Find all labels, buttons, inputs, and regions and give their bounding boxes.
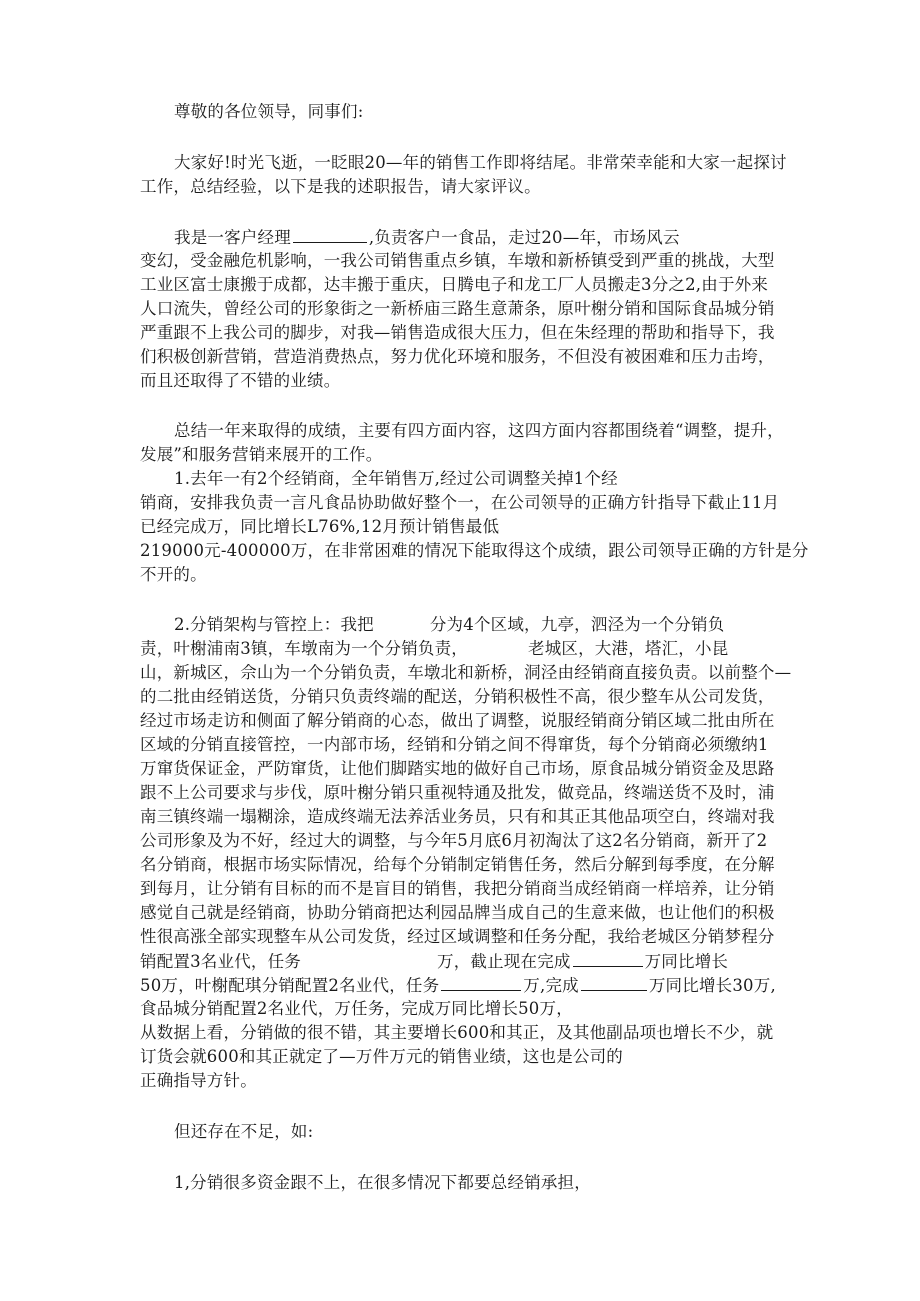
item-2-line: 经过市场走访和侧面了解分销商的心态，做出了调整，说服经销商分销区域二批由所在: [140, 711, 775, 730]
item-2-line: 食品城分销配置2名业代，万任务，完成万同比增长50万，: [140, 999, 573, 1018]
item-2-line: 南三镇终端一塌糊涂，造成终端无法养活业务员，只有和其正其他品项空白，终端对我: [140, 807, 775, 826]
text-run: 老城区，大港，塔汇，小昆: [528, 639, 729, 658]
para-summary-line: 发展”和服务营销来展开的工作。: [140, 445, 383, 464]
para-self-line: 严重跟不上我公司的脚步，对我—销售造成很大压力，但在朱经理的帮助和指导下，我: [140, 323, 775, 342]
item-2-line: 从数据上看，分销做的很不错，其主要增长600和其正，及其他副品项也增长不少，就: [140, 1023, 774, 1042]
para-intro-line: 大家好!时光飞逝，一眨眼20—年的销售工作即将结尾。非常荣幸能和大家一起探讨: [174, 153, 787, 172]
salutation: 尊敬的各位领导，同事们:: [174, 102, 364, 121]
text-run: 责，叶榭浦南3镇，车墩南为一个分销负责，: [140, 639, 468, 658]
para-self-line: 工业区富士康搬于成都，达丰搬于重庆，日腾电子和龙工厂人员搬走3分之2,由于外来: [140, 275, 769, 294]
para-self-line: 而且还取得了不错的业绩。: [140, 371, 341, 390]
text-run: 万同比增长: [644, 952, 729, 971]
fill-in-blank: [573, 950, 643, 967]
text-run: 2.分销架构与管控上：我把: [174, 615, 374, 634]
item-2-line: [140, 638, 728, 660]
item-2-line: 感觉自己就是经销商，协助分销商把达利园品牌当成自己的生意来做，也让他们的积极: [140, 903, 775, 922]
text-run: 万同比增长30万,: [648, 976, 776, 995]
item-2-line: 万窜货保证金，严防窜货，让他们脚踏实地的做好自己市场，原食品城分销资金及思路: [140, 759, 775, 778]
item-1-line: 219000元-400000万，在非常困难的情况下能取得这个成绩，跟公司领导正确的方针是分: [140, 541, 809, 560]
para-summary-line: 总结一年来取得的成绩，主要有四方面内容，这四方面内容都围绕着“调整，提升，: [174, 421, 784, 440]
text-run: 50万，叶榭配琪分销配置2名业代，任务: [140, 976, 440, 995]
item-2-line: [174, 614, 724, 636]
item-1-line: 已经完成万，同比增长L76%,12月预计销售最低: [140, 517, 500, 536]
item-2-line: 区域的分销直接管控，一内部市场，经销和分销之间不得窜货，每个分销商必须缴纳1: [140, 735, 769, 754]
item-2-line: 跟不上公司要求与步伐，原叶榭分销只重视特通及批发，做竞品，终端送货不及时，浦: [140, 783, 775, 802]
shortcomings-heading: 但还存在不足，如:: [174, 1122, 314, 1141]
para-self-line: 人口流失，曾经公司的形象街之一新桥庙三路生意萧条，原叶榭分销和国际食品城分销: [140, 299, 775, 318]
item-2-line: [140, 950, 728, 973]
text-run: 我是一客户经理: [174, 228, 291, 247]
para-intro-line: 工作，总结经验，以下是我的述职报告，请大家评议。: [140, 177, 541, 196]
item-2-line: 性很高涨全部实现整车从公司发货，经过区域调整和任务分配，我给老城区分销梦程分: [140, 927, 775, 946]
item-2-line: 到每月，让分销有目标的而不是盲目的销售，我把分销商当成经销商一样培养，让分销: [140, 879, 775, 898]
item-2-line: 名分销商，根据市场实际情况，给每个分销制定销售任务，然后分解到每季度，在分解: [140, 855, 775, 874]
item-2-line: [140, 974, 776, 997]
item-2-line: 订货会就600和其正就定了—万件万元的销售业绩，这也是公司的: [140, 1047, 623, 1066]
fill-in-blank: [581, 974, 647, 991]
item-2-line: 的二批由经销送货，分销只负责终端的配送，分销积极性不高，很少整车从公司发货，: [140, 687, 775, 706]
para-self-line: 变幻，受金融危机影响，一我公司销售重点乡镇，车墩和新桥镇受到严重的挑战，大型: [140, 251, 775, 270]
text-run: 销配置3名业代，任务: [140, 952, 301, 971]
item-1-line: 销商，安排我负责一言凡食品协助做好整个一，在公司领导的正确方针指导下截止11月: [140, 493, 780, 512]
item-2-line: 山，新城区，佘山为一个分销负责，车墩北和新桥，洞泾由经销商直接负责。以前整个—: [140, 663, 792, 682]
para-self-line: 们积极创新营销，营造消费热点，努力优化环境和服务，不但没有被困难和压力击垮，: [140, 347, 775, 366]
para-self-line: [174, 226, 680, 249]
fill-in-blank: [293, 226, 367, 243]
item-2-line: 公司形象及为不好，经过大的调整，与今年5月底6月初淘汰了这2名分销商，新开了2: [140, 831, 768, 850]
text-run: ,负责客户一食品，走过20—年，市场风云: [368, 228, 680, 247]
fill-in-blank: [441, 974, 521, 991]
item-2-line: 正确指导方针。: [140, 1071, 257, 1090]
item-1-line: 不开的。: [140, 565, 207, 584]
item-1-line: 1.去年一有2个经销商，全年销售万,经过公司调整关掉1个经: [174, 469, 618, 488]
text-run: 万,完成: [523, 976, 579, 995]
text-run: 分为4个区域，九亭，泗泾为一个分销负: [429, 615, 725, 634]
text-run: 万，截止现在完成: [437, 952, 571, 971]
shortcoming-item-1: 1,分销很多资金跟不上，在很多情况下都要总经销承担，: [174, 1173, 591, 1192]
